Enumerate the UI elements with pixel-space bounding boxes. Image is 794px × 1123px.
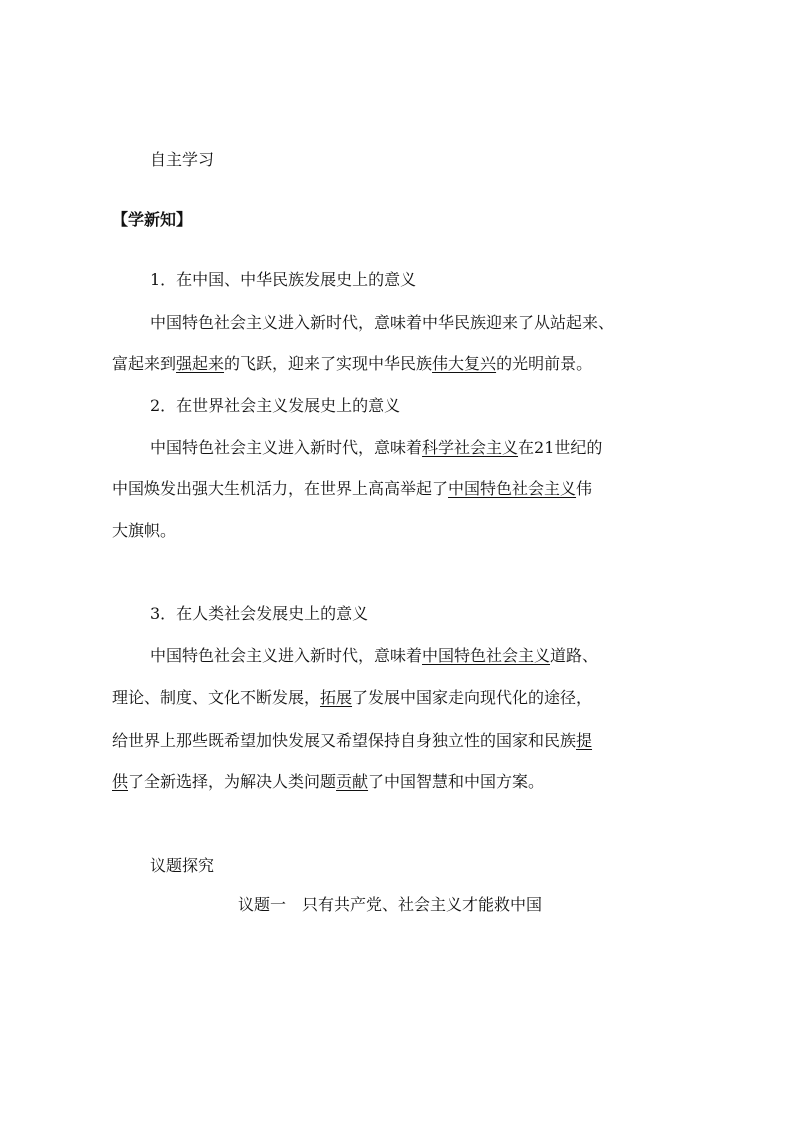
underlined-answer: 伟大复兴 [432, 354, 497, 373]
underlined-answer: 中国特色社会主义 [448, 479, 577, 498]
section-2-title: 2．在世界社会主义发展史上的意义 [150, 396, 401, 415]
heading-new-knowledge: 【学新知】 [112, 210, 193, 229]
underlined-answer: 中国特色社会主义 [422, 646, 551, 665]
heading-self-study: 自主学习 [150, 150, 215, 169]
underlined-answer: 科学社会主义 [422, 438, 519, 457]
section-3-paragraph-line-1: 中国特色社会主义进入新时代，意味着中国特色社会主义道路、 [150, 646, 599, 665]
underlined-answer: 供 [112, 772, 129, 791]
section-3-paragraph-line-2: 理论、制度、文化不断发展，拓展了发展中国家走向现代化的途径， [112, 688, 593, 707]
section-1-title: 1．在中国、中华民族发展史上的意义 [150, 270, 417, 289]
section-3-paragraph-line-3: 给世界上那些既希望加快发展又希望保持自身独立性的国家和民族提 [112, 731, 593, 750]
section-2-paragraph-line-3: 大旗帜。 [112, 521, 177, 540]
underlined-answer: 提 [576, 731, 593, 750]
underlined-answer: 强起来 [176, 354, 225, 373]
underlined-answer: 拓展 [320, 688, 353, 707]
issue-one-title: 议题一 只有共产党、社会主义才能救中国 [238, 895, 543, 914]
underlined-answer: 贡献 [336, 772, 369, 791]
section-2-paragraph-line-2: 中国焕发出强大生机活力，在世界上高高举起了中国特色社会主义伟 [112, 479, 593, 498]
section-3-title: 3．在人类社会发展史上的意义 [150, 604, 369, 623]
section-3-paragraph-line-4: 供了全新选择，为解决人类问题贡献了中国智慧和中国方案。 [112, 772, 545, 791]
section-1-paragraph-line-2: 富起来到强起来的飞跃，迎来了实现中华民族伟大复兴的光明前景。 [112, 354, 593, 373]
heading-issue-inquiry: 议题探究 [150, 856, 215, 875]
section-1-paragraph-line-1: 中国特色社会主义进入新时代，意味着中华民族迎来了从站起来、 [150, 313, 615, 332]
section-2-paragraph-line-1: 中国特色社会主义进入新时代，意味着科学社会主义在21世纪的 [150, 438, 603, 457]
